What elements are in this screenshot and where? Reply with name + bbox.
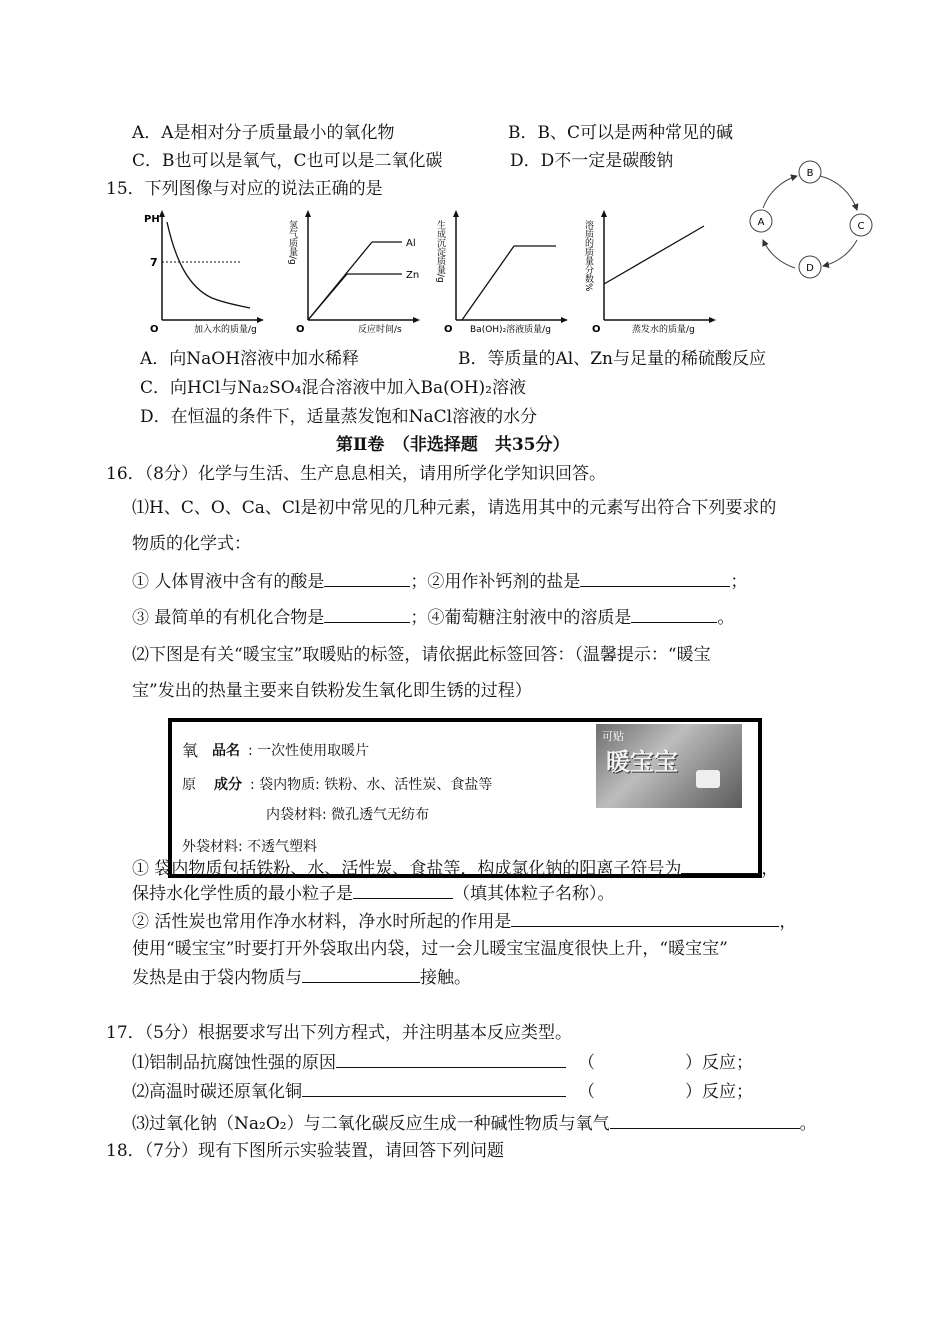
label-side-char-2: 原 [182, 777, 196, 793]
cycle-node-d: D [806, 263, 814, 274]
q16-r2-row: ② 活性炭也常用作净水材料，净水时所起的作用是 ， [132, 912, 797, 932]
q17-blank-type2[interactable] [595, 1081, 685, 1097]
graph-b-ylabel: 氢气质量/g [287, 220, 297, 265]
q17-line1: ⑴铝制品抗腐蚀性强的原因 （ ）反应； [132, 1053, 753, 1073]
q16-stem: 16．（8分）化学与生活、生产息息相关，请用所学化学知识回答。 [106, 464, 606, 484]
q16-r1-row: ① 袋内物质包括铁粉、水、活性炭、食盐等，构成氯化钠的阳离子符号为 ， [132, 859, 779, 879]
q17-stem: 17．（5分）根据要求写出下列方程式，并注明基本反应类型。 [106, 1023, 572, 1043]
q15-option-c: C．向HCl与Na₂SO₄混合溶液中加入Ba(OH)₂溶液 [140, 378, 526, 398]
label-name-value: : 一次性使用取暖片 [248, 743, 370, 759]
label-side-char-1: 氧 [182, 741, 199, 760]
q16-r2c-row [132, 966, 471, 989]
q16-r2c-text: 发热是由于袋内物质与 [132, 968, 302, 988]
q14-option-d: D．D不一定是碳酸钠 [510, 151, 674, 171]
q17-blank-eq3[interactable] [610, 1112, 800, 1129]
graph-b-xlabel: 反应时间/s [358, 325, 402, 335]
q16-sub2-text: ；②用作补钙剂的盐是 [410, 572, 581, 592]
graph-d-xlabel: 蒸发水的质量/g [632, 325, 695, 335]
q16-r2d-text: 接触。 [420, 968, 471, 988]
label-outer-material: 外袋材料: 不透气塑料 [182, 839, 318, 855]
cycle-node-b: B [806, 168, 814, 179]
photo-small-text: 可贴 [602, 730, 624, 743]
q16-blank-carbon-role[interactable] [511, 910, 779, 927]
graph-a-xlabel: 加入水的质量/g [194, 325, 257, 335]
graph-d-origin: O [592, 324, 601, 335]
graph-b-zn: Zn [406, 270, 420, 281]
q16-sub1-row: ① 人体胃液中含有的酸是 ；②用作补钙剂的盐是 ； [132, 572, 748, 592]
q16-part1-line1: ⑴H、C、O、Ca、Cl是初中常见的几种元素，请选用其中的元素写出符合下列要求的 [132, 498, 777, 518]
q16-r1c-text: （填其体粒子名称）。 [453, 884, 615, 904]
label-inner-material: 内袋材料: 微孔透气无纺布 [266, 807, 430, 823]
q15-option-a: A．向NaOH溶液中加水稀释 [140, 349, 360, 369]
q16-r2-text: ② 活性炭也常用作净水材料，净水时所起的作用是 [132, 912, 512, 932]
q16-blank-solute[interactable] [631, 606, 717, 623]
product-photo [596, 724, 742, 808]
graph-c-origin: O [444, 324, 453, 335]
q16-r1b-row [132, 882, 615, 905]
q16-blank-particle[interactable] [353, 882, 453, 899]
cycle-node-a: A [757, 217, 765, 228]
q16-r1-text: ① 袋内物质包括铁粉、水、活性炭、食盐等，构成氯化钠的阳离子符号为 [132, 859, 682, 879]
q17-line2: ⑵高温时碳还原氧化铜 （ ）反应； [132, 1082, 753, 1102]
q17-line3: ⑶过氧化钠（Na₂O₂）与二氧化碳反应生成一种碱性物质与氧气 。 [132, 1114, 817, 1134]
q16-blank-organic[interactable] [324, 606, 410, 623]
cycle-diagram [745, 158, 880, 288]
section-title: 第Ⅱ卷 （非选择题 共35分） [336, 435, 570, 455]
q16-sub1-text: ① 人体胃液中含有的酸是 [132, 572, 325, 592]
graph-b-al: Al [406, 238, 416, 249]
graph-a-level: 7 [150, 256, 158, 269]
label-comp-key: 成分 [214, 777, 242, 793]
q14-option-b: B．B、C可以是两种常见的碱 [508, 123, 733, 143]
graph-c-ylabel: 生成沉淀质量/g [435, 220, 445, 283]
graph-a-ylabel: PH [144, 214, 160, 225]
q16-part2-line1: ⑵下图是有关“暖宝宝”取暖贴的标签，请依据此标签回答：（温馨提示：“暖宝 [132, 645, 711, 665]
graph-d-ylabel: 溶质的质量分数% [583, 220, 593, 292]
q16-part1-line2: 物质的化学式： [132, 534, 251, 554]
q17-blank-eq2[interactable] [302, 1080, 566, 1097]
q17-line3-text: ⑶过氧化钠（Na₂O₂）与二氧化碳反应生成一种碱性物质与氧气 [132, 1114, 610, 1134]
q18-stem: 18．（7分）现有下图所示实验装置，请回答下列问题 [106, 1141, 504, 1161]
q14-option-c: C．B也可以是氧气，C也可以是二氧化碳 [132, 151, 443, 171]
q16-blank-contact[interactable] [302, 966, 420, 983]
graph-b-origin: O [296, 324, 305, 335]
q16-sub4-text: ；④葡萄糖注射液中的溶质是 [410, 608, 632, 628]
q17-line2-text: ⑵高温时碳还原氧化铜 [132, 1082, 302, 1102]
q15-option-d: D．在恒温的条件下，适量蒸发饱和NaCl溶液的水分 [140, 407, 538, 427]
label-name-key: 品名 [212, 743, 240, 759]
q16-blank-cation[interactable] [681, 857, 761, 874]
q16-part2-line2: 宝”发出的热量主要来自铁粉发生氧化即生锈的过程） [132, 681, 532, 701]
graph-d [583, 208, 726, 338]
q16-r1b-text: 保持水化学性质的最小粒子是 [132, 884, 353, 904]
q16-blank-calcium-salt[interactable] [580, 570, 730, 587]
q17-blank-eq1[interactable] [336, 1051, 566, 1068]
graph-b [287, 208, 432, 338]
graph-c [435, 208, 578, 338]
q15-stem: 15．下列图像与对应的说法正确的是 [106, 179, 383, 199]
q16-sub3-text: ③ 最简单的有机化合物是 [132, 608, 325, 628]
cycle-node-c: C [857, 221, 865, 232]
q16-blank-acid[interactable] [324, 570, 410, 587]
q14-option-a: A．A是相对分子质量最小的氧化物 [132, 123, 395, 143]
label-comp-value: : 袋内物质: 铁粉、水、活性炭、食盐等 [250, 777, 493, 793]
photo-title: 暖宝宝 [606, 748, 678, 776]
graph-a-origin: O [150, 324, 159, 335]
q16-sub3-row: ③ 最简单的有机化合物是 ；④葡萄糖注射液中的溶质是 。 [132, 608, 735, 628]
q17-blank-type1[interactable] [595, 1052, 685, 1068]
graph-a [142, 208, 272, 338]
graph-c-xlabel: Ba(OH)₂溶液质量/g [470, 325, 551, 335]
q17-line1-text: ⑴铝制品抗腐蚀性强的原因 [132, 1053, 336, 1073]
q15-option-b: B．等质量的Al、Zn与足量的稀硫酸反应 [458, 349, 766, 369]
q16-r2b-text: 使用“暖宝宝”时要打开外袋取出内袋，过一会儿暖宝宝温度很快上升，“暖宝宝” [132, 939, 728, 959]
